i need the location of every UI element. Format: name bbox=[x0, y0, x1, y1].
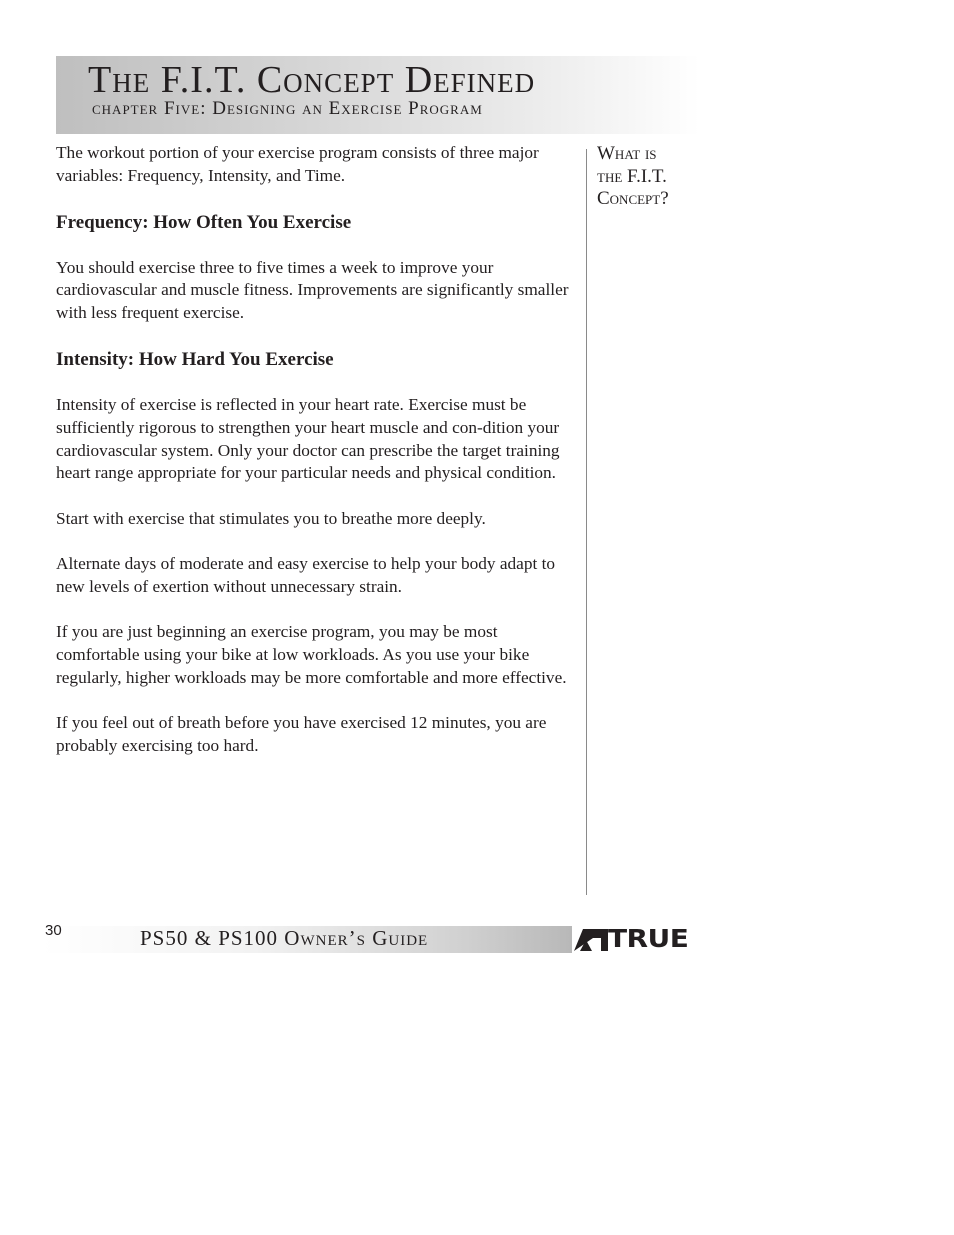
intensity-paragraph-5: If you feel out of breath before you have exercised 12 minutes, you are probably exercising too hard. bbox=[56, 713, 547, 756]
column-divider bbox=[586, 149, 587, 895]
intro-paragraph: The workout portion of your exercise program consists of three major variables: Frequency, Intensity, and Time. bbox=[56, 143, 539, 185]
page-title: The F.I.T. Concept Defined bbox=[88, 59, 536, 101]
main-column bbox=[56, 142, 576, 758]
page-number: 30 bbox=[45, 922, 62, 939]
frequency-paragraph: You should exercise three to five times a week to improve your cardiovascular and muscle fitness. Improvements are significantly smaller with less frequent exercise. bbox=[56, 257, 569, 323]
footer-guide-title: PS50 & PS100 Owner’s Guide bbox=[140, 926, 429, 950]
intensity-paragraph-1: Intensity of exercise is reflected in your heart rate. Exercise must be sufficiently rigorous to strengthen your heart muscle and con-dition your cardiovascular system. Only your doctor can prescribe the target training heart range appropriate for your particular needs and physical condition. bbox=[56, 394, 560, 483]
sidebar-heading: What is the F.I.T. Concept? bbox=[597, 143, 669, 209]
intensity-paragraph-4: If you are just beginning an exercise program, you may be most comfortable using your bike at low workloads. As you use your bike regularly, higher workloads may be more comfortable and more effective. bbox=[56, 622, 567, 687]
brand-wordmark: TRUE bbox=[608, 924, 689, 953]
intensity-heading: Intensity: How Hard You Exercise bbox=[56, 348, 334, 370]
chapter-subtitle: chapter Five: Designing an Exercise Program bbox=[92, 98, 483, 119]
brand-mark-icon bbox=[574, 929, 608, 951]
brand-logo bbox=[574, 924, 714, 953]
frequency-heading: Frequency: How Often You Exercise bbox=[56, 211, 352, 233]
intensity-paragraph-3: Alternate days of moderate and easy exercise to help your body adapt to new levels of exertion without unnecessary strain. bbox=[56, 554, 556, 596]
intensity-paragraph-2: Start with exercise that stimulates you to breathe more deeply. bbox=[56, 508, 486, 528]
